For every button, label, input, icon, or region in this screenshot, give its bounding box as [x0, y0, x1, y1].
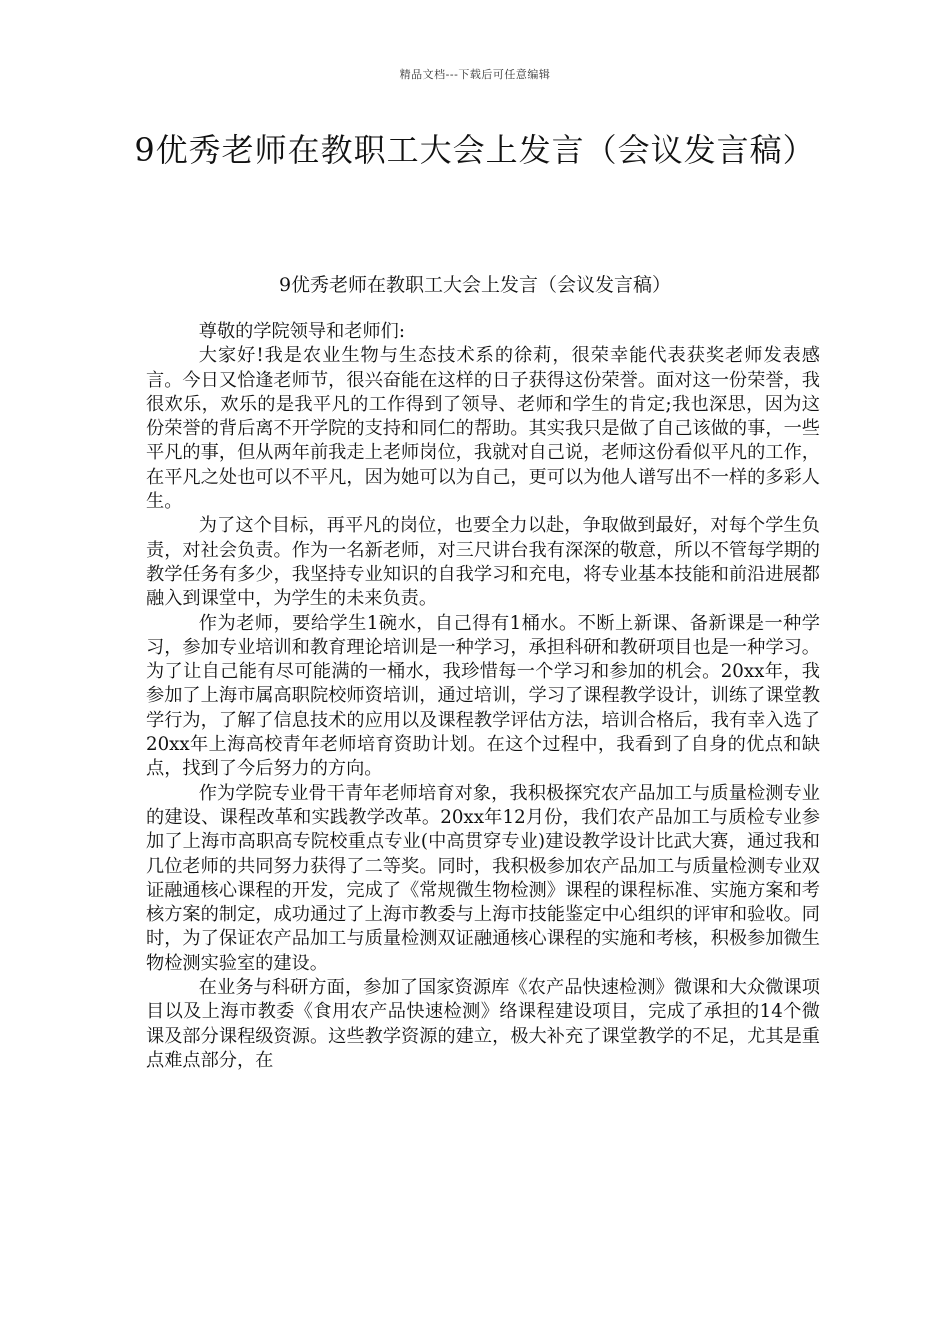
document-body	[146, 320, 820, 1073]
header-note: 精品文档---下载后可任意编辑	[399, 68, 551, 81]
salutation: 尊敬的学院领导和老师们:	[198, 321, 405, 342]
body-paragraph: 作为老师，要给学生1碗水，自己得有1桶水。不断上新课、备新课是一种学习，参加专业培训和教育理论培训是一种学习，承担科研和教研项目也是一种学习。为了让自己能有尽可能满的一桶水，我珍惜每一个学习和参加的机会。20xx年，我参加了上海市属高职院校师资培训，通过培训，学习了课程教学设计，训练了课堂教学行为，了解了信息技术的应用以及课程教学评估方法，培训合格后，我有幸入选了20xx年上海高校青年老师培育资助计划。在这个过程中，我看到了自身的优点和缺点，找到了今后努力的方向。	[146, 612, 820, 780]
body-paragraph: 作为学院专业骨干青年老师培育对象，我积极探究农产品加工与质量检测专业的建设、课程改革和实践教学改革。20xx年12月份，我们农产品加工与质检专业参加了上海市高职高专院校重点专业(中高贯穿专业)建设教学设计比武大赛，通过我和几位老师的共同努力获得了二等奖。同时，我积极参加农产品加工与质量检测专业双证融通核心课程的开发，完成了《常规微生物检测》课程的课程标准、实施方案和考核方案的制定，成功通过了上海市教委与上海市技能鉴定中心组织的评审和验收。同时，为了保证农产品加工与质量检测双证融通核心课程的实施和考核，积极参加微生物检测实验室的建设。	[146, 782, 820, 974]
document-subtitle: 9优秀老师在教职工大会上发言（会议发言稿）	[278, 274, 672, 296]
body-paragraph: 在业务与科研方面，参加了国家资源库《农产品快速检测》微课和大众微课项目以及上海市教委《食用农产品快速检测》络课程建设项目，完成了承担的14个微课及部分课程级资源。这些教学资源的建立，极大补充了课堂教学的不足，尤其是重点难点部分，在	[146, 977, 820, 1071]
document-title: 9优秀老师在教职工大会上发言（会议发言稿）	[134, 131, 816, 169]
body-paragraph: 大家好!我是农业生物与生态技术系的徐莉，很荣幸能代表获奖老师发表感言。今日又恰逢老师节，很兴奋能在这样的日子获得这份荣誉。面对这一份荣誉，我很欢乐，欢乐的是我平凡的工作得到了领导、老师和学生的肯定;我也深思，因为这份荣誉的背后离不开学院的支持和同仁的帮助。其实我只是做了自己该做的事，一些平凡的事，但从两年前我走上老师岗位，我就对自己说，老师这份看似平凡的工作，在平凡之处也可以不平凡，因为她可以为自己，更可以为他人谱写出不一样的多彩人生。	[146, 345, 820, 513]
body-paragraph: 为了这个目标，再平凡的岗位，也要全力以赴，争取做到最好，对每个学生负责，对社会负责。作为一名新老师，对三尺讲台我有深深的敬意，所以不管每学期的教学任务有多少，我坚持专业知识的自我学习和充电，将专业基本技能和前沿进展都融入到课堂中，为学生的未来负责。	[146, 515, 820, 610]
